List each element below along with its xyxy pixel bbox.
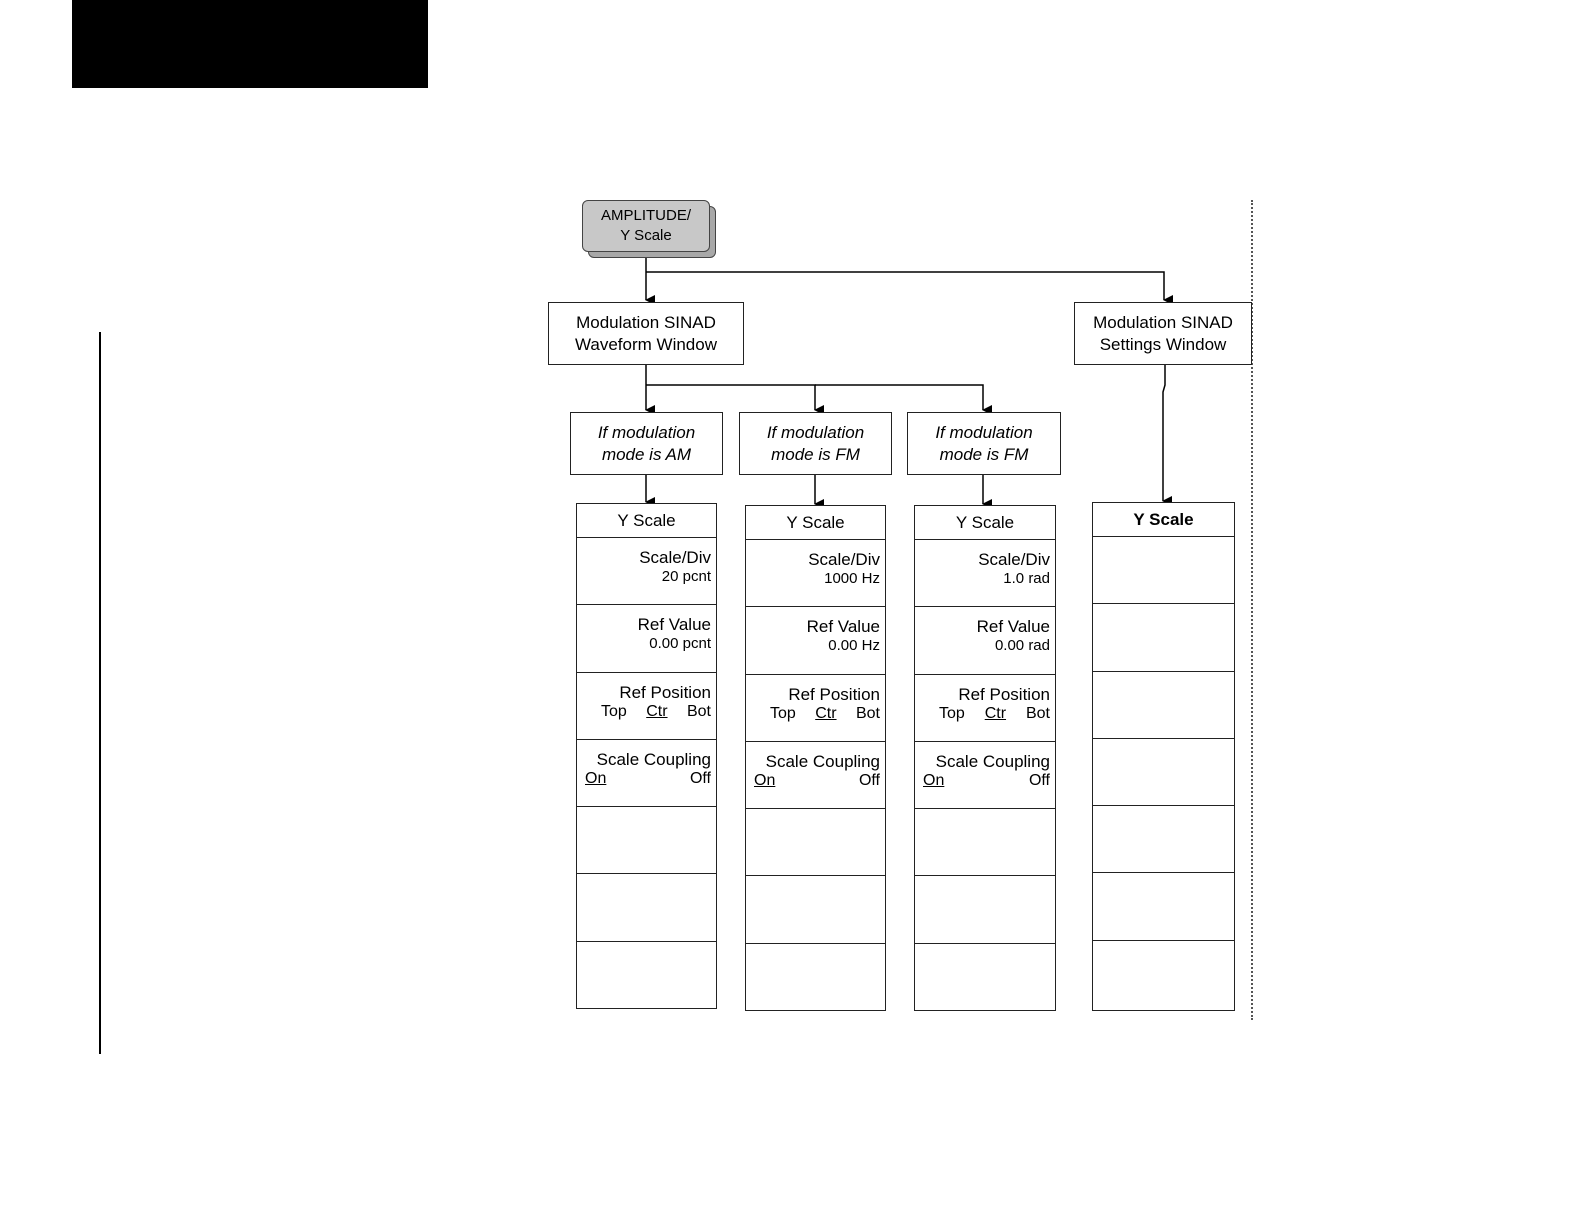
softkey-blank[interactable] (915, 809, 1055, 876)
waveform-window-line2: Waveform Window (574, 334, 717, 354)
condition-fm-box-2 (907, 412, 1061, 475)
softkey-blank[interactable] (1093, 537, 1234, 604)
softkey-value: 0.00 pcnt (649, 635, 711, 653)
softkey-scale-div[interactable] (746, 540, 885, 607)
condition-am-line2: mode is AM (601, 444, 692, 464)
softkey-scale-coupling[interactable] (746, 742, 885, 809)
softkey-value: 1.0 rad (1003, 570, 1050, 587)
option-on-selected: On (923, 771, 945, 789)
option-ctr-selected: Ctr (646, 702, 668, 720)
softkey-label: Ref Value (806, 617, 880, 637)
condition-fm-2-line2: mode is FM (939, 444, 1029, 464)
softkey-scale-div[interactable] (577, 538, 716, 605)
softkey-blank[interactable] (915, 876, 1055, 943)
amplitude-y-scale-hardkey[interactable] (582, 200, 710, 252)
option-top: Top (770, 704, 796, 722)
softkey-blank[interactable] (746, 809, 885, 876)
waveform-window-box (548, 302, 744, 365)
softkey-scale-coupling[interactable] (577, 740, 716, 807)
softkey-label: Scale Coupling (765, 751, 880, 771)
softkey-menu-fm-rad (914, 505, 1056, 1011)
softkey-ref-value[interactable] (746, 607, 885, 674)
softkey-label: Ref Position (788, 684, 880, 704)
softkey-blank[interactable] (915, 944, 1055, 1011)
softkey-label: Scale/Div (978, 550, 1050, 569)
softkey-scale-div[interactable] (915, 540, 1055, 607)
menu-title: Y Scale (1093, 503, 1234, 537)
option-bot: Bot (686, 702, 711, 720)
condition-fm-1-line1: If modulation (766, 422, 865, 442)
softkey-value: 1000 Hz (824, 570, 880, 587)
softkey-label: Ref Position (958, 684, 1050, 704)
softkey-blank[interactable] (746, 944, 885, 1011)
condition-fm-box-1 (739, 412, 892, 475)
arrow-to-settings-window (646, 272, 1164, 300)
hardkey-line2: Y Scale (620, 227, 672, 244)
option-ctr-selected: Ctr (815, 704, 837, 722)
softkey-label: Ref Value (976, 617, 1050, 637)
option-top: Top (601, 702, 627, 720)
softkey-ref-position[interactable] (746, 675, 885, 742)
softkey-ref-value[interactable] (915, 607, 1055, 674)
option-on-selected: On (585, 769, 607, 787)
softkey-label: Scale/Div (639, 548, 711, 567)
softkey-blank[interactable] (1093, 672, 1234, 739)
softkey-ref-position[interactable] (915, 675, 1055, 742)
menu-title: Y Scale (577, 504, 716, 538)
softkey-blank[interactable] (577, 874, 716, 941)
condition-fm-2-line1: If modulation (935, 422, 1033, 442)
settings-window-box (1074, 302, 1252, 365)
softkey-blank[interactable] (577, 807, 716, 874)
option-top: Top (939, 704, 965, 722)
softkey-value: 0.00 Hz (828, 637, 880, 655)
settings-window-line2: Settings Window (1099, 334, 1227, 354)
condition-am-line1: If modulation (597, 422, 696, 442)
softkey-label: Ref Value (637, 615, 711, 635)
softkey-blank[interactable] (577, 942, 716, 1009)
softkey-menu-fm-hz (745, 505, 886, 1011)
softkey-blank[interactable] (1093, 806, 1234, 873)
menu-title: Y Scale (746, 506, 885, 540)
softkey-ref-value[interactable] (577, 605, 716, 672)
softkey-menu-settings (1092, 502, 1235, 1011)
softkey-label: Scale Coupling (935, 751, 1050, 771)
softkey-menu-am (576, 503, 717, 1009)
softkey-label: Ref Position (619, 682, 711, 702)
settings-window-line1: Modulation SINAD (1093, 312, 1233, 332)
option-off: Off (1028, 771, 1050, 789)
waveform-window-line1: Modulation SINAD (576, 312, 716, 332)
hardkey-line1: AMPLITUDE/ (600, 207, 691, 224)
condition-fm-1-line2: mode is FM (771, 444, 860, 464)
softkey-value: 20 pcnt (661, 568, 711, 585)
option-off: Off (858, 771, 880, 789)
softkey-blank[interactable] (1093, 873, 1234, 940)
option-on-selected: On (754, 771, 776, 789)
softkey-label: Scale Coupling (596, 749, 711, 769)
option-bot: Bot (855, 704, 880, 722)
softkey-blank[interactable] (1093, 739, 1234, 806)
softkey-ref-position[interactable] (577, 673, 716, 740)
softkey-value: 0.00 rad (994, 637, 1050, 655)
softkey-blank[interactable] (1093, 941, 1234, 1008)
arrow-to-settings-menu (1163, 365, 1165, 501)
option-off: Off (689, 769, 711, 787)
softkey-blank[interactable] (1093, 604, 1234, 671)
option-bot: Bot (1025, 704, 1050, 722)
softkey-scale-coupling[interactable] (915, 742, 1055, 809)
condition-am-box (570, 412, 723, 475)
softkey-blank[interactable] (746, 876, 885, 943)
arrow-to-condition-fm-2 (815, 385, 983, 410)
arrow-to-condition-fm-1 (646, 385, 815, 410)
softkey-label: Scale/Div (808, 550, 880, 569)
option-ctr-selected: Ctr (984, 704, 1007, 722)
menu-title: Y Scale (915, 506, 1055, 540)
